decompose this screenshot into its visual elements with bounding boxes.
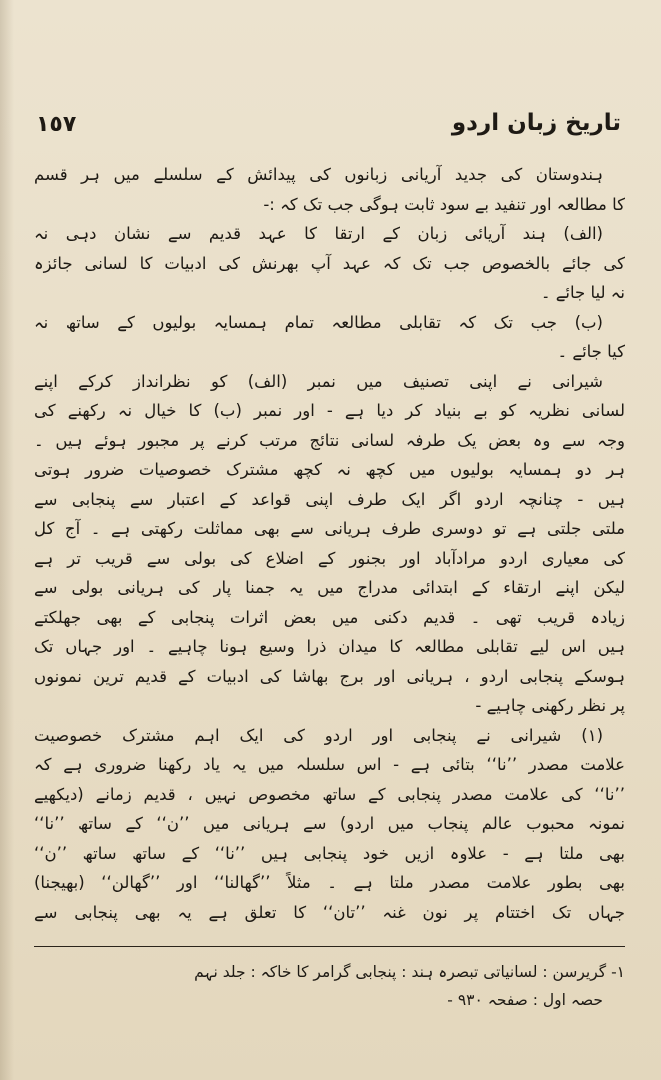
text-line: (ب) جب تک کہ تقابلی مطالعہ تمام ہمسایہ بولیوں کے ساتھ نہ: [34, 312, 603, 332]
text-line: شیرانی نے اپنی تصنیف میں نمبر (الف) کو نظرانداز کرکے اپنے: [34, 371, 603, 391]
text-line: زیادہ قریب تھی ۔ قدیم دکنی میں بعض اثرات پنجابی کے بھی جھلکتے: [34, 607, 625, 627]
text-line: نہ لیا جائے ۔: [540, 283, 625, 302]
body-text: [34, 160, 625, 927]
running-title: تاریخ زبان اردو: [451, 110, 621, 136]
text-line: (۱) شیرانی نے پنجابی اور اردو کی ایک اہم مشترک خصوصیت: [34, 725, 603, 745]
text-line: وجہ سے وہ بعض یک طرفہ لسانی نتائج مرتب کرنے پر مجبور ہوئے ہیں ۔: [34, 430, 625, 450]
page-number: ١٥٧: [36, 112, 77, 137]
text-line: کیا جائے ۔: [557, 342, 625, 361]
text-line: ہیں اس لیے تقابلی مطالعہ کا میدان ذرا وسیع ہونا چاہیے ۔ اور جہاں تک: [34, 637, 625, 656]
text-line: ہوسکے پنجابی اردو ، ہریانی اور برج بھاشا کی ادبیات کے قدیم ترین نمونوں: [34, 666, 625, 686]
text-line: نمونہ محبوب عالم پنجاب میں اردو) سے ہریانی میں ’’ن‘‘ کے ساتھ ’’نا‘‘: [34, 814, 625, 833]
text-line: کی معیاری اردو مرادآباد اور بجنور کے اضلاع کی بولی سے قریب تر ہے: [34, 548, 625, 568]
text-line: لیکن اپنے ارتقاء کے ابتدائی مدراج میں یہ جمنا پار کی ہریانی بولی سے: [34, 578, 625, 597]
page-gutter-shadow: [0, 0, 14, 1080]
footnote-line: ۱- گریرسن : لسانیاتی تبصرہ ہند : پنجابی گرامر کا خاکہ : جلد نہم: [194, 963, 625, 981]
text-line: ہر دو ہمسایہ بولیوں میں کچھ نہ کچھ مشترک خصوصیات ضرور ہوتی: [34, 460, 625, 479]
text-line: لسانی نظریہ کو بے بنیاد کر دیا ہے - اور نمبر (ب) کا خیال نہ رکھنے کی: [34, 401, 625, 420]
footnotes: [34, 958, 625, 1014]
text-line: بھی بطور علامت مصدر ملتا ہے ۔ مثلاً ’’گھالنا‘‘ اور ’’گھالن‘‘ (بھیجنا): [34, 873, 625, 892]
text-line: ہندوستان کی جدید آریانی زبانوں کی پیدائش کے سلسلے میں ہر قسم: [34, 165, 603, 184]
page-header: [36, 108, 621, 148]
text-line: ملتی جلتی ہے تو دوسری طرف ہریانی سے بھی مماثلت رکھتی ہے ۔ آج کل: [34, 519, 625, 538]
text-line: (الف) ہند آریائی زبان کے ارتقا کا عہد قدیم سے نشان دہی نہ: [34, 224, 603, 243]
footnote-divider: [34, 946, 625, 947]
text-line: علامت مصدر ’’نا‘‘ بتائی ہے - اس سلسلہ میں یہ یاد رکھنا ضروری ہے کہ: [34, 755, 625, 774]
footnote-line: حصہ اول : صفحہ ۹۳۰ -: [447, 991, 603, 1009]
text-line: ’’نا‘‘ کی علامت مصدر پنجابی کے ساتھ مخصوص نہیں ، قدیم زمانے (دیکھیے: [34, 784, 625, 804]
text-line: ہیں - چنانچہ اردو اگر ایک طرف اپنی قواعد کے اعتبار سے پنجابی سے: [34, 489, 625, 509]
text-line: پر نظر رکھنی چاہیے -: [475, 696, 625, 715]
text-line: کا مطالعہ اور تنفید بے سود ثابت ہوگی جب تک کہ :-: [263, 194, 625, 214]
text-line: بھی ملتا ہے - علاوہ ازیں خود پنجابی ہیں ’’نا‘‘ کے ساتھ ساتھ ’’ن‘‘: [34, 843, 625, 863]
text-line: کی جائے بالخصوص جب تک کہ عہد آپ بھرنش کی ادبیات کا لسانی جائزہ: [34, 253, 625, 273]
text-line: جہاں تک اختتام پر نون غنہ ’’تان‘‘ کا تعلق ہے یہ بھی پنجابی سے: [34, 902, 625, 922]
